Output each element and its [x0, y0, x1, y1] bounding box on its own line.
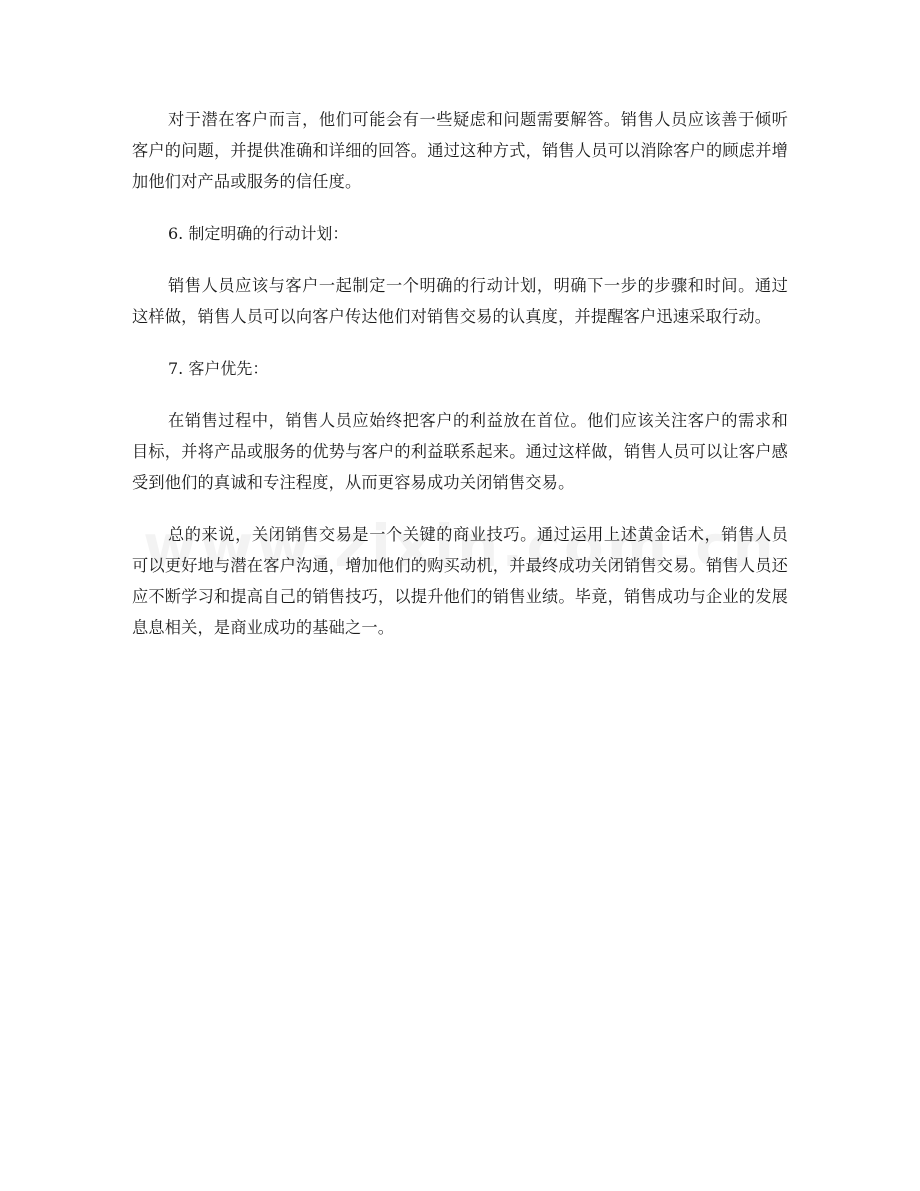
paragraph-customer-first: 在销售过程中，销售人员应始终把客户的利益放在首位。他们应该关注客户的需求和目标，并将产品或服务的优势与客户的利益联系起来。通过这样做，销售人员可以让客户感受到他们的真诚和专注程度，从而更容易成功关闭销售交易。	[132, 411, 788, 492]
spacer	[132, 197, 788, 218]
paragraph-customer-concerns: 对于潜在客户而言，他们可能会有一些疑虑和问题需要解答。销售人员应该善于倾听客户的问题，并提供准确和详细的回答。通过这种方式，销售人员可以消除客户的顾虑并增加他们对产品或服务的信任度。	[132, 110, 788, 191]
paragraph-conclusion: 总的来说，关闭销售交易是一个关键的商业技巧。通过运用上述黄金话术，销售人员可以更好地与潜在客户沟通，增加他们的购买动机，并最终成功关闭销售交易。销售人员还应不断学习和提高自己的销售技巧，以提升他们的销售业绩。毕竟，销售成功与企业的发展息息相关，是商业成功的基础之一。	[132, 525, 788, 637]
heading-action-plan: 6. 制定明确的行动计划：	[168, 224, 349, 243]
heading-customer-first: 7. 客户优先：	[168, 359, 269, 378]
spacer	[132, 498, 788, 519]
spacer	[132, 384, 788, 405]
spacer	[132, 332, 788, 353]
document-body	[132, 104, 788, 643]
spacer	[132, 249, 788, 270]
paragraph-action-plan: 销售人员应该与客户一起制定一个明确的行动计划，明确下一步的步骤和时间。通过这样做，销售人员可以向客户传达他们对销售交易的认真度，并提醒客户迅速采取行动。	[132, 276, 788, 326]
